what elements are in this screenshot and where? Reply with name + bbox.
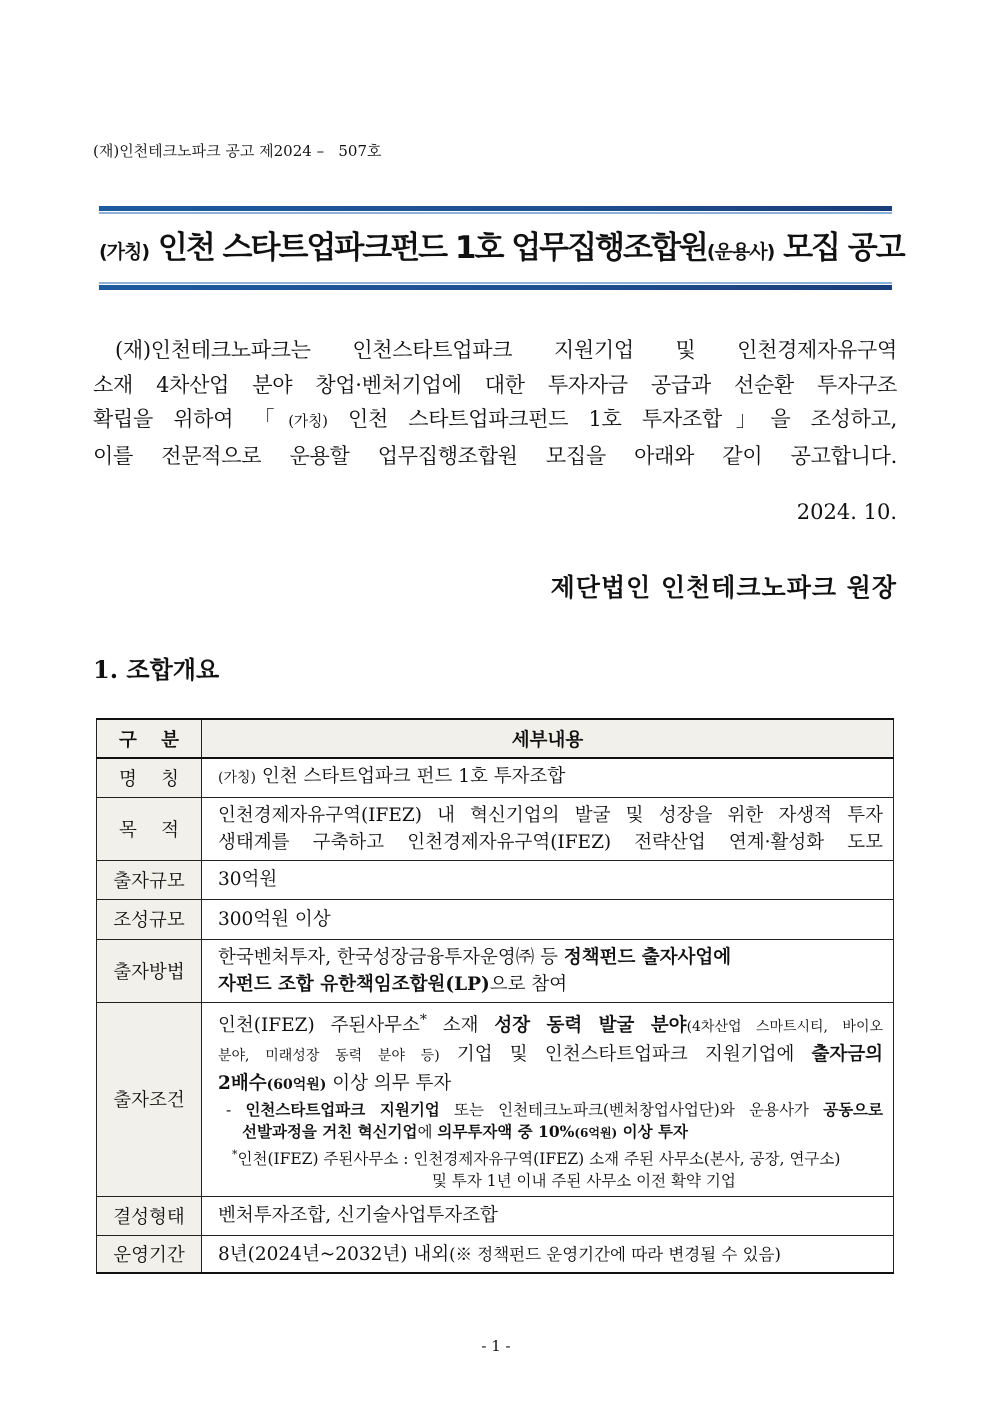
row-text: 한국벤처투자, 한국성장금융투자운영㈜ 등: [218, 946, 564, 968]
intro-line: 이를 전문적으로 운용할 업무집행조합원 모집을 아래와 같이 공고합니다.: [93, 443, 897, 468]
notice-date: 2024. 10.: [796, 500, 897, 524]
row-text: 또는 인천테크노파크(벤처창업사업단)와 운용사가: [439, 1100, 824, 1119]
issuer: 제단법인 인천테크노파크 원장: [550, 573, 897, 602]
fund-overview-table: [96, 718, 894, 1274]
table-header-content: 세부내용: [202, 719, 894, 758]
row-bold-text: 출자금의: [811, 1043, 883, 1065]
row-note-line: 및 투자 1년 이내 주된 사무소 이전 확약 기업: [432, 1171, 736, 1190]
row-text: 8년(2024년~2032년) 내외: [218, 1243, 450, 1265]
row-line: [218, 1041, 883, 1070]
row-bold-text: 의무투자액 중 10%: [437, 1121, 575, 1141]
row-note-line: [218, 1144, 883, 1170]
row-line: 생태계를 구축하고 인천경제자유구역(IFEZ) 전략산업 연계·활성화 도모: [218, 831, 883, 853]
row-text: -: [226, 1100, 246, 1119]
intro-text: 인천 스타트업파크펀드 1호 투자조합」을 조성하고,: [327, 407, 898, 431]
row-text: 기업 및 인천스타트업파크 지원기업에: [439, 1043, 812, 1065]
row-label: 운영기간: [97, 1235, 202, 1273]
table-row: [97, 1002, 894, 1196]
row-text: 인천(IFEZ) 주된사무소 : 인천경제자유구역(IFEZ) 소재 주된 사무소(본사, 공장, 연구소): [237, 1149, 841, 1168]
intro-paragraph: [93, 333, 897, 473]
row-label: 조성규모: [97, 899, 202, 939]
intro-small-text: (가칭): [288, 412, 328, 430]
row-text: 인천(IFEZ) 주된사무소: [218, 1014, 420, 1036]
row-value: 30억원: [202, 860, 894, 899]
row-value: [202, 1235, 894, 1273]
row-bold-text: 자펀드 조합 유한책임조합원(LP): [218, 973, 490, 995]
table-header-label: 구 분: [97, 719, 202, 758]
row-small-text: (6억원): [574, 1125, 618, 1140]
table-row: [97, 1196, 894, 1235]
row-bold-text: 2배수: [218, 1072, 267, 1094]
row-text: 이상 의무 투자: [326, 1072, 452, 1094]
row-label: 출자규모: [97, 860, 202, 899]
table-row: [97, 1235, 894, 1273]
row-line: [218, 1070, 883, 1099]
row-value: [202, 758, 894, 797]
table-row: [97, 899, 894, 939]
row-line: 인천경제자유구역(IFEZ) 내 혁신기업의 발굴 및 성장을 위한 자생적 투자: [218, 804, 883, 826]
table-row: [97, 939, 894, 1002]
table-row: [97, 758, 894, 797]
row-text: 인천 스타트업파크 펀드 1호 투자조합: [255, 766, 566, 788]
row-label: 결성형태: [97, 1196, 202, 1235]
row-note-line: [218, 1099, 883, 1121]
title-bottom-bar: [99, 285, 892, 290]
row-bold-text: 공동으로: [823, 1099, 883, 1119]
footnote-star: *: [419, 1011, 427, 1028]
title-suffix: (운용사): [706, 241, 775, 263]
row-line: [218, 944, 883, 971]
row-label: 명 칭: [97, 758, 202, 797]
title-top-bar-accent: [99, 212, 892, 214]
footnote-star: *: [232, 1147, 238, 1161]
page-number: - 1 -: [481, 1337, 511, 1355]
table-header-row: [97, 719, 894, 758]
row-line: [218, 971, 883, 998]
row-bold-text: 선발과정을 거친 혁신기업: [242, 1121, 418, 1141]
title-bottom-bar-accent: [99, 282, 892, 284]
row-value: [202, 1002, 894, 1196]
row-bold-text: 인천스타트업파크 지원기업: [245, 1099, 440, 1119]
row-label: 목 적: [97, 797, 202, 860]
row-value: [202, 939, 894, 1002]
row-label: 출자방법: [97, 939, 202, 1002]
section-title: 1. 조합개요: [93, 655, 220, 684]
intro-line: 소재 4차산업 분야 창업·벤처기업에 대한 투자자금 공급과 선순환 투자구조: [93, 372, 897, 397]
row-small-text: (가칭): [218, 770, 256, 787]
row-text: 소재: [426, 1014, 495, 1036]
row-text: 에: [417, 1122, 438, 1141]
title-end: 모집 공고: [774, 230, 904, 266]
row-value: [202, 797, 894, 860]
row-bold-text: 이상 투자: [617, 1121, 688, 1141]
row-value: 300억원 이상: [202, 899, 894, 939]
table-row: [97, 860, 894, 899]
page-title: [99, 222, 904, 274]
row-bold-text: 정책펀드 출자사업에: [563, 946, 732, 968]
table-row: [97, 797, 894, 860]
row-note-line: [218, 1121, 883, 1144]
row-small-text: (60억원): [266, 1076, 327, 1093]
title-top-bar: [99, 206, 892, 211]
intro-text: 확립을 위하여 「: [93, 407, 289, 431]
row-line: [218, 1007, 883, 1041]
intro-line: [93, 402, 897, 439]
row-note-text: (※ 정책펀드 운영기간에 따라 변경될 수 있음): [449, 1244, 781, 1264]
row-small-text: 분야, 미래성장 동력 분야 등): [218, 1047, 440, 1064]
notice-number: (재)인천테크노파크 공고 제2024 – 507호: [93, 142, 382, 160]
row-small-text: (4차산업 스마트시티, 바이오: [686, 1018, 883, 1035]
title-prefix: (가칭): [99, 241, 150, 263]
row-bold-text: 성장 동력 발굴 분야: [494, 1014, 687, 1036]
title-main: 인천 스타트업파크펀드 1호 업무집행조합원: [149, 230, 707, 266]
row-label: 출자조건: [97, 1002, 202, 1196]
row-value: 벤처투자조합, 신기술사업투자조합: [202, 1196, 894, 1235]
intro-line: (재)인천테크노파크는 인천스타트업파크 지원기업 및 인천경제자유구역: [115, 338, 897, 362]
row-text: 으로 참여: [489, 973, 568, 995]
